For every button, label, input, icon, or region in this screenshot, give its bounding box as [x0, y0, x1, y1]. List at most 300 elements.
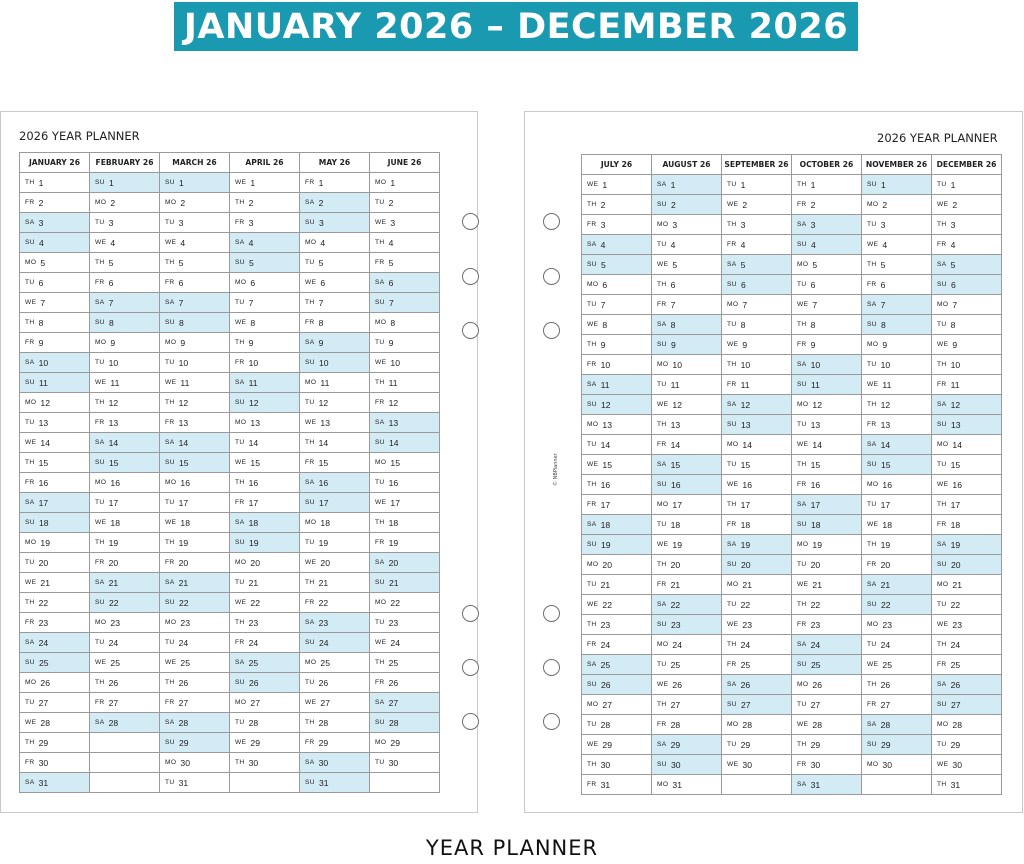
- day-cell: [932, 415, 1002, 435]
- day-number: 11: [320, 377, 330, 388]
- day-number: 31: [178, 777, 189, 788]
- day-number: 25: [950, 659, 961, 670]
- weekday-label: MO: [305, 239, 317, 246]
- day-number: 20: [602, 559, 612, 570]
- month-header: AUGUST 26: [652, 155, 722, 175]
- day-cell: [300, 773, 370, 793]
- weekday-label: WE: [867, 521, 879, 528]
- weekday-label: MO: [305, 519, 317, 526]
- weekday-label: TH: [797, 461, 807, 468]
- weekday-label: WE: [235, 599, 247, 606]
- day-number: 26: [108, 677, 119, 688]
- day-cell: [90, 513, 160, 533]
- day-cell: [300, 253, 370, 273]
- day-cell: [792, 355, 862, 375]
- day-cell: [932, 295, 1002, 315]
- day-cell: [582, 635, 652, 655]
- day-cell: [230, 173, 300, 193]
- weekday-label: FR: [657, 301, 667, 308]
- weekday-label: WE: [587, 601, 599, 608]
- day-number: 3: [390, 217, 396, 228]
- day-cell: [230, 413, 300, 433]
- day-number: 7: [108, 297, 114, 308]
- day-cell: [792, 675, 862, 695]
- day-cell: [722, 715, 792, 735]
- day-number: 28: [670, 719, 681, 730]
- day-number: 20: [38, 557, 49, 568]
- day-cell: [792, 415, 862, 435]
- banner-title: JANUARY 2026 – DECEMBER 2026: [183, 6, 849, 47]
- day-number: 18: [670, 519, 681, 530]
- weekday-label: TU: [95, 219, 105, 226]
- day-number: 25: [600, 659, 611, 670]
- weekday-label: WE: [587, 181, 599, 188]
- day-cell: [932, 255, 1002, 275]
- weekday-label: WE: [867, 661, 879, 668]
- day-number: 24: [178, 637, 189, 648]
- weekday-label: FR: [25, 619, 35, 626]
- weekday-label: TH: [95, 679, 105, 686]
- day-cell: [722, 335, 792, 355]
- day-cell: [300, 433, 370, 453]
- weekday-label: TU: [587, 301, 597, 308]
- weekday-label: SA: [587, 521, 597, 528]
- day-number: 14: [40, 437, 50, 448]
- day-cell: [160, 733, 230, 753]
- day-cell: [652, 295, 722, 315]
- day-cell: [300, 653, 370, 673]
- weekday-label: FR: [165, 419, 175, 426]
- day-cell: [160, 753, 230, 773]
- day-cell: [370, 373, 440, 393]
- day-cell: [300, 353, 370, 373]
- day-number: 28: [108, 717, 119, 728]
- weekday-label: TH: [937, 501, 947, 508]
- day-cell: [932, 475, 1002, 495]
- day-cell: [792, 615, 862, 635]
- day-cell: [582, 575, 652, 595]
- day-number: 5: [388, 257, 394, 268]
- weekday-label: WE: [797, 721, 809, 728]
- copyright-mark: © NBPlanner: [553, 453, 559, 486]
- day-number: 26: [740, 679, 751, 690]
- day-cell: [652, 195, 722, 215]
- day-cell: [370, 233, 440, 253]
- weekday-label: FR: [727, 241, 737, 248]
- day-number: 12: [318, 397, 329, 408]
- day-cell: [90, 493, 160, 513]
- day-number: 3: [178, 217, 184, 228]
- day-number: 12: [880, 399, 891, 410]
- day-cell: [20, 633, 90, 653]
- day-number: 29: [950, 739, 961, 750]
- day-number: 24: [810, 639, 821, 650]
- weekday-label: FR: [937, 381, 947, 388]
- day-cell: [582, 475, 652, 495]
- day-cell: [160, 473, 230, 493]
- day-cell: [652, 555, 722, 575]
- weekday-label: SA: [587, 241, 597, 248]
- weekday-label: TU: [587, 721, 597, 728]
- day-cell: [370, 513, 440, 533]
- weekday-label: TU: [25, 699, 35, 706]
- day-cell: [862, 315, 932, 335]
- weekday-label: MO: [587, 421, 599, 428]
- weekday-label: SA: [95, 299, 105, 306]
- day-cell: [370, 433, 440, 453]
- day-number: 2: [882, 199, 888, 210]
- day-cell: [792, 295, 862, 315]
- day-cell: [230, 653, 300, 673]
- day-cell: [20, 573, 90, 593]
- day-number: 31: [600, 779, 611, 790]
- day-cell: [370, 413, 440, 433]
- day-cell: [160, 633, 230, 653]
- day-cell: [582, 255, 652, 275]
- weekday-label: TH: [95, 259, 105, 266]
- day-number: 24: [600, 639, 611, 650]
- day-number: 16: [388, 477, 399, 488]
- day-number: 11: [388, 377, 398, 388]
- day-cell: [792, 775, 862, 795]
- day-cell: [300, 633, 370, 653]
- day-cell: [370, 173, 440, 193]
- day-number: 23: [38, 617, 49, 628]
- day-cell: [160, 313, 230, 333]
- day-cell: [230, 433, 300, 453]
- day-number: 29: [250, 737, 260, 748]
- day-number: 23: [318, 617, 329, 628]
- weekday-label: SA: [375, 559, 385, 566]
- weekday-label: TU: [867, 641, 877, 648]
- day-cell: [862, 595, 932, 615]
- day-cell: [862, 175, 932, 195]
- day-cell: [20, 393, 90, 413]
- weekday-label: TH: [375, 239, 385, 246]
- month-header: JUNE 26: [370, 153, 440, 173]
- day-number: 16: [810, 479, 821, 490]
- day-number: 31: [38, 777, 49, 788]
- day-cell: [20, 533, 90, 553]
- day-number: 19: [318, 537, 329, 548]
- day-number: 11: [110, 377, 120, 388]
- day-cell: [230, 333, 300, 353]
- weekday-label: FR: [867, 281, 877, 288]
- day-number: 23: [248, 617, 259, 628]
- day-number: 17: [880, 499, 891, 510]
- weekday-label: FR: [937, 521, 947, 528]
- day-cell: [722, 515, 792, 535]
- day-cell: [862, 615, 932, 635]
- weekday-label: TH: [375, 519, 385, 526]
- day-cell: [160, 553, 230, 573]
- day-number: 24: [248, 637, 259, 648]
- day-cell: [932, 675, 1002, 695]
- weekday-label: SU: [727, 281, 737, 288]
- weekday-label: FR: [235, 499, 245, 506]
- weekday-label: TU: [375, 339, 385, 346]
- weekday-label: SA: [165, 439, 175, 446]
- weekday-label: FR: [375, 399, 385, 406]
- day-cell: [300, 193, 370, 213]
- day-cell: [370, 633, 440, 653]
- day-cell: [792, 395, 862, 415]
- weekday-label: TU: [375, 759, 385, 766]
- day-cell: [370, 553, 440, 573]
- weekday-label: TH: [587, 201, 597, 208]
- weekday-label: SU: [375, 719, 385, 726]
- weekday-label: WE: [657, 541, 669, 548]
- weekday-label: SU: [797, 381, 807, 388]
- weekday-label: SA: [305, 759, 315, 766]
- day-number: 18: [740, 519, 751, 530]
- day-number: 20: [810, 559, 821, 570]
- day-number: 9: [248, 337, 254, 348]
- day-cell: [582, 595, 652, 615]
- day-number: 21: [388, 577, 399, 588]
- day-number: 16: [952, 479, 962, 490]
- weekday-label: MO: [867, 201, 879, 208]
- weekday-label: WE: [657, 681, 669, 688]
- weekday-label: WE: [587, 741, 599, 748]
- weekday-label: TU: [235, 719, 245, 726]
- day-cell: [370, 473, 440, 493]
- day-number: 25: [810, 659, 821, 670]
- day-number: 12: [950, 399, 961, 410]
- day-number: 3: [880, 219, 886, 230]
- day-number: 19: [40, 537, 50, 548]
- weekday-label: MO: [165, 339, 177, 346]
- weekday-label: FR: [375, 539, 385, 546]
- day-cell: [230, 353, 300, 373]
- day-cell: [792, 495, 862, 515]
- weekday-label: FR: [165, 699, 175, 706]
- day-cell: [722, 475, 792, 495]
- weekday-label: MO: [25, 399, 37, 406]
- right-planner-page: [524, 111, 1023, 813]
- day-number: 29: [670, 739, 681, 750]
- weekday-label: SU: [937, 561, 947, 568]
- weekday-label: FR: [587, 221, 597, 228]
- day-cell: [862, 395, 932, 415]
- weekday-label: MO: [867, 761, 879, 768]
- day-cell: [862, 655, 932, 675]
- day-cell: [230, 393, 300, 413]
- day-number: 22: [38, 597, 49, 608]
- day-cell: [862, 415, 932, 435]
- day-cell: [160, 253, 230, 273]
- weekday-label: TH: [727, 361, 737, 368]
- day-cell: [792, 235, 862, 255]
- day-cell: [932, 535, 1002, 555]
- day-number: 23: [882, 619, 892, 630]
- day-cell: [582, 195, 652, 215]
- day-number: 9: [810, 339, 816, 350]
- day-number: 28: [880, 719, 891, 730]
- day-cell: [932, 715, 1002, 735]
- day-cell: [300, 553, 370, 573]
- day-number: 22: [670, 599, 681, 610]
- day-number: 29: [38, 737, 49, 748]
- day-cell: [300, 373, 370, 393]
- weekday-label: SA: [797, 641, 807, 648]
- day-number: 24: [108, 637, 119, 648]
- binder-hole-icon: [462, 659, 479, 676]
- day-cell: [792, 755, 862, 775]
- day-number: 6: [950, 279, 956, 290]
- weekday-label: MO: [375, 179, 387, 186]
- weekday-label: SU: [797, 661, 807, 668]
- day-number: 12: [40, 397, 50, 408]
- page-caption: YEAR PLANNER: [425, 836, 599, 860]
- weekday-label: TH: [25, 179, 35, 186]
- weekday-label: MO: [727, 721, 739, 728]
- weekday-label: SU: [25, 379, 35, 386]
- day-cell: [230, 733, 300, 753]
- day-number: 23: [388, 617, 399, 628]
- weekday-label: SU: [235, 539, 245, 546]
- weekday-label: FR: [727, 521, 737, 528]
- day-cell: [932, 175, 1002, 195]
- day-number: 13: [320, 417, 330, 428]
- weekday-label: TU: [727, 601, 737, 608]
- weekday-label: SA: [937, 401, 947, 408]
- day-number: 21: [108, 577, 119, 588]
- day-cell: [722, 695, 792, 715]
- day-cell: [792, 595, 862, 615]
- day-cell: [20, 353, 90, 373]
- day-number: 9: [952, 339, 958, 350]
- day-number: 21: [812, 579, 822, 590]
- day-number: 25: [882, 659, 892, 670]
- weekday-label: SA: [95, 579, 105, 586]
- weekday-label: FR: [165, 559, 175, 566]
- day-cell: [862, 775, 932, 795]
- day-cell: [932, 575, 1002, 595]
- day-number: 5: [318, 257, 324, 268]
- day-cell: [160, 233, 230, 253]
- weekday-label: MO: [165, 759, 177, 766]
- day-cell: [20, 513, 90, 533]
- binder-hole-icon: [543, 268, 560, 285]
- day-cell: [652, 615, 722, 635]
- day-cell: [722, 615, 792, 635]
- weekday-label: MO: [95, 619, 107, 626]
- day-number: 7: [670, 299, 676, 310]
- day-cell: [230, 633, 300, 653]
- weekday-label: FR: [95, 279, 105, 286]
- day-number: 14: [318, 437, 329, 448]
- day-cell: [230, 213, 300, 233]
- day-number: 18: [248, 517, 259, 528]
- day-cell: [652, 275, 722, 295]
- weekday-label: TU: [867, 501, 877, 508]
- day-number: 4: [110, 237, 116, 248]
- day-cell: [862, 495, 932, 515]
- weekday-label: FR: [95, 699, 105, 706]
- day-cell: [370, 613, 440, 633]
- day-number: 13: [178, 417, 189, 428]
- month-header: FEBRUARY 26: [90, 153, 160, 173]
- weekday-label: SU: [727, 701, 737, 708]
- day-number: 8: [250, 317, 256, 328]
- day-cell: [300, 233, 370, 253]
- day-number: 6: [740, 279, 746, 290]
- weekday-label: FR: [797, 341, 807, 348]
- day-number: 10: [740, 359, 751, 370]
- day-cell: [582, 235, 652, 255]
- weekday-label: WE: [25, 439, 37, 446]
- day-cell: [722, 175, 792, 195]
- day-number: 20: [320, 557, 330, 568]
- weekday-label: WE: [375, 359, 387, 366]
- day-number: 29: [880, 739, 891, 750]
- day-cell: [230, 533, 300, 553]
- day-cell: [652, 335, 722, 355]
- day-number: 15: [810, 459, 821, 470]
- day-cell: [90, 773, 160, 793]
- day-number: 30: [318, 757, 329, 768]
- day-cell: [20, 693, 90, 713]
- weekday-label: TH: [235, 619, 245, 626]
- weekday-label: FR: [587, 361, 597, 368]
- day-cell: [932, 755, 1002, 775]
- day-number: 30: [670, 759, 681, 770]
- day-number: 5: [40, 257, 46, 268]
- day-cell: [20, 713, 90, 733]
- day-cell: [90, 613, 160, 633]
- weekday-label: TU: [25, 419, 35, 426]
- day-number: 10: [178, 357, 189, 368]
- day-number: 19: [248, 537, 259, 548]
- day-number: 22: [950, 599, 961, 610]
- weekday-label: TH: [235, 759, 245, 766]
- day-number: 23: [600, 619, 611, 630]
- day-number: 4: [950, 239, 956, 250]
- weekday-label: SA: [95, 719, 105, 726]
- day-number: 12: [812, 399, 822, 410]
- day-number: 17: [318, 497, 329, 508]
- day-cell: [932, 275, 1002, 295]
- weekday-label: SA: [25, 779, 35, 786]
- day-cell: [160, 693, 230, 713]
- weekday-label: WE: [25, 719, 37, 726]
- day-number: 20: [108, 557, 119, 568]
- day-number: 15: [178, 457, 189, 468]
- weekday-label: TH: [25, 319, 35, 326]
- weekday-label: TH: [305, 719, 315, 726]
- day-number: 15: [38, 457, 49, 468]
- weekday-label: TU: [657, 381, 667, 388]
- day-number: 4: [810, 239, 816, 250]
- day-cell: [652, 655, 722, 675]
- day-cell: [370, 393, 440, 413]
- month-header: SEPTEMBER 26: [722, 155, 792, 175]
- day-cell: [20, 273, 90, 293]
- day-cell: [90, 213, 160, 233]
- day-number: 24: [38, 637, 49, 648]
- weekday-label: TH: [797, 741, 807, 748]
- day-cell: [722, 255, 792, 275]
- day-number: 17: [672, 499, 682, 510]
- day-cell: [300, 753, 370, 773]
- weekday-label: FR: [797, 481, 807, 488]
- weekday-label: TU: [727, 321, 737, 328]
- day-number: 23: [180, 617, 190, 628]
- day-cell: [862, 635, 932, 655]
- day-number: 7: [742, 299, 748, 310]
- day-number: 26: [672, 679, 682, 690]
